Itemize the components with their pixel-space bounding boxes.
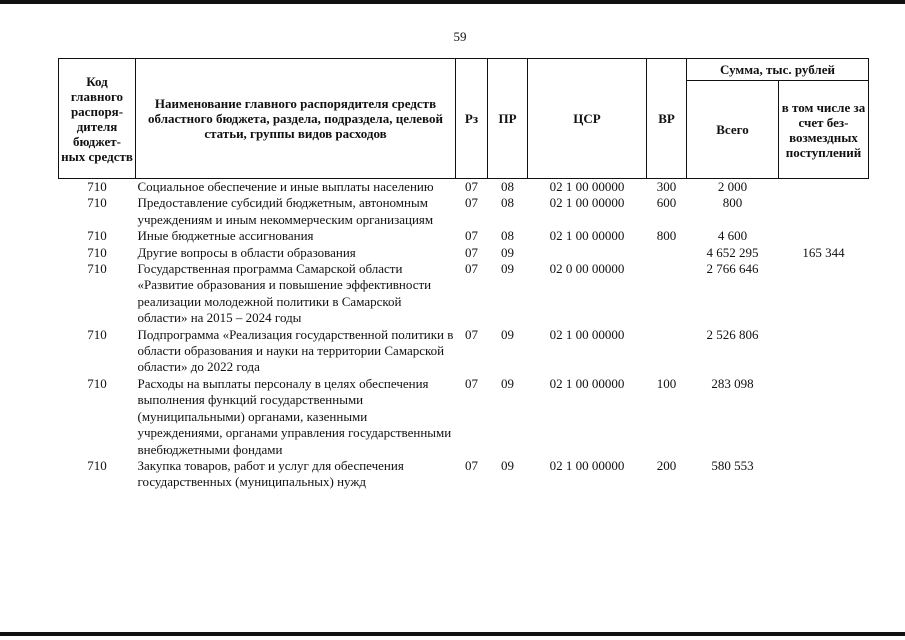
cell-csr: 02 1 00 00000 — [549, 179, 625, 194]
cell-pr: 09 — [501, 457, 514, 473]
cell-code: 710 — [87, 326, 107, 342]
cell-grants — [779, 458, 869, 491]
cell-total: 800 — [722, 195, 743, 211]
budget-table — [58, 58, 869, 491]
cell-rz: 07 — [465, 228, 478, 244]
table-row — [59, 376, 869, 458]
cell-code: 710 — [87, 228, 107, 244]
cell-pr: 09 — [501, 244, 514, 260]
cell-vr — [647, 261, 687, 327]
cell-rz: 07 — [465, 261, 478, 277]
cell-name: Другие вопросы в области образования — [137, 244, 356, 260]
cell-csr: 02 1 00 00000 — [549, 228, 625, 244]
table-row — [59, 261, 869, 327]
table-row — [59, 228, 869, 244]
cell-grants — [779, 228, 869, 244]
cell-total: 580 553 — [711, 457, 754, 473]
cell-rz: 07 — [465, 326, 478, 342]
cell-grants — [779, 261, 869, 327]
cell-csr: 02 1 00 00000 — [549, 195, 625, 211]
cell-pr: 08 — [501, 228, 514, 244]
cell-vr: 600 — [656, 195, 677, 211]
cell-grants — [779, 327, 869, 376]
cell-csr: 02 0 00 00000 — [549, 261, 625, 277]
cell-name: Иные бюджетные ассигнования — [137, 228, 314, 244]
cell-pr: 08 — [501, 195, 514, 211]
cell-code: 710 — [87, 195, 107, 211]
cell-pr: 09 — [501, 326, 514, 342]
cell-vr: 800 — [656, 228, 677, 244]
cell-vr: 200 — [656, 457, 677, 473]
cell-csr — [528, 245, 647, 261]
header-code: Код главного распоря-дителя бюджет-ных средств — [59, 59, 136, 179]
cell-rz: 07 — [465, 244, 478, 260]
cell-pr: 09 — [501, 261, 514, 277]
cell-code: 710 — [87, 457, 107, 473]
cell-rz: 07 — [465, 179, 478, 194]
cell-rz: 07 — [465, 457, 478, 473]
cell-grants — [779, 179, 869, 196]
cell-rz: 07 — [465, 375, 478, 391]
cell-total: 2 766 646 — [706, 261, 759, 277]
cell-total: 4 652 295 — [706, 244, 759, 260]
header-rz: Рз — [456, 59, 488, 179]
header-sum-group: Сумма, тыс. рублей — [687, 59, 869, 81]
cell-vr — [647, 245, 687, 261]
header-vr: ВР — [647, 59, 687, 179]
cell-csr: 02 1 00 00000 — [549, 375, 625, 391]
cell-vr: 300 — [656, 179, 677, 194]
cell-grants — [779, 195, 869, 228]
cell-total: 2 000 — [717, 179, 748, 194]
header-grants: в том числе за счет без-возмездных поступлений — [779, 81, 869, 179]
cell-total: 2 526 806 — [706, 326, 759, 342]
cell-code: 710 — [87, 261, 107, 277]
cell-name: Предоставление субсидий бюджетным, автономным учреждениям и иным некоммерческим организациям — [137, 195, 434, 227]
cell-total: 4 600 — [717, 228, 748, 244]
cell-pr: 08 — [501, 179, 514, 194]
cell-code: 710 — [87, 179, 107, 194]
cell-grants — [779, 376, 869, 458]
bottom-rule — [0, 632, 905, 636]
cell-code: 710 — [87, 375, 107, 391]
cell-csr: 02 1 00 00000 — [549, 326, 625, 342]
header-name: Наименование главного распорядителя средств областного бюджета, раздела, подраздела, целевой статьи, группы видов расходов — [136, 59, 456, 179]
table-row — [59, 327, 869, 376]
table-row — [59, 245, 869, 261]
cell-grants: 165 344 — [802, 244, 845, 260]
header-total: Всего — [687, 81, 779, 179]
cell-name: Социальное обеспечение и иные выплаты населению — [137, 179, 434, 194]
cell-vr — [647, 327, 687, 376]
cell-csr: 02 1 00 00000 — [549, 457, 625, 473]
top-rule — [0, 0, 905, 4]
cell-rz: 07 — [465, 195, 478, 211]
cell-name: Государственная программа Самарской области «Развитие образования и повышение эффективности реализации молодежной политики в Самарской области» на 2015 – 2024 годы — [137, 261, 432, 326]
header-pr: ПР — [488, 59, 528, 179]
cell-vr: 100 — [656, 375, 677, 391]
header-csr: ЦСР — [528, 59, 647, 179]
cell-total: 283 098 — [711, 375, 754, 391]
cell-name: Расходы на выплаты персоналу в целях обеспечения выполнения функций государственными (муниципальными) органами, казенными учреждениями, органами управления государственными внебюджетными фондами — [137, 375, 452, 457]
table-row — [59, 195, 869, 228]
table-row — [59, 179, 869, 196]
table-row — [59, 458, 869, 491]
cell-code: 710 — [87, 244, 107, 260]
cell-name: Закупка товаров, работ и услуг для обеспечения государственных (муниципальных) нужд — [137, 457, 404, 490]
page-number: 59 — [453, 29, 467, 44]
cell-pr: 09 — [501, 375, 514, 391]
cell-name: Подпрограмма «Реализация государственной политики в области образования и науки на территории Самарской области» до 2022 года — [137, 326, 454, 375]
